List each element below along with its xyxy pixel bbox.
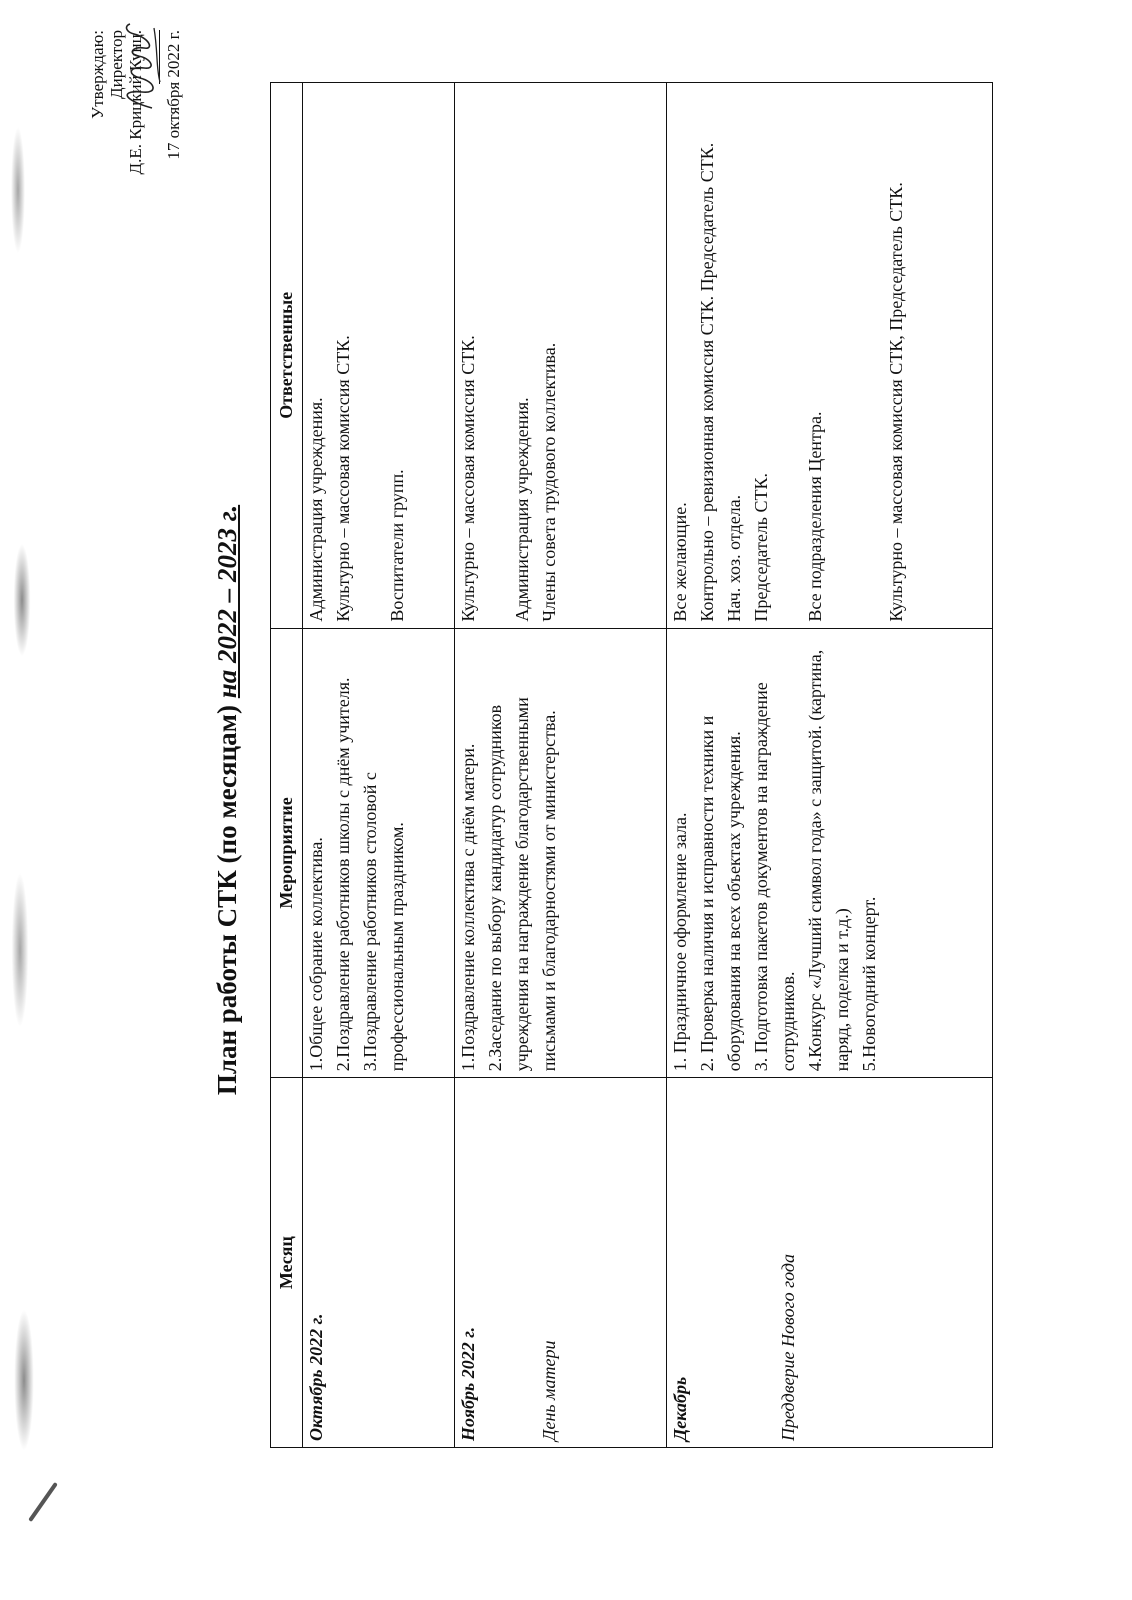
event-item: 5.Новогодний концерт.	[859, 896, 879, 1072]
header-month: Месяц	[271, 1078, 303, 1448]
responsible-cell	[303, 83, 455, 629]
responsible-item: Культурно – массовая комиссия СТК, Председатель СТК.	[886, 182, 906, 622]
month-subtitle: День матери	[539, 1340, 559, 1441]
month-label: Декабрь	[670, 1376, 690, 1441]
event-item: 2.Заседание по выбору кандидатур сотрудников учреждения на награждение благодарственными письмами и благодарностями от министерства.	[485, 697, 559, 1072]
responsible-cell	[455, 83, 667, 629]
approval-position: Директор	[107, 30, 126, 99]
responsible-item: Контрольно – ревизионная комиссия СТК. Председатель СТК.	[697, 142, 717, 622]
event-item: 2.Поздравление работников школы с днём учителя.	[333, 677, 353, 1072]
responsible-item: Культурно – массовая комиссия СТК.	[458, 335, 478, 622]
approval-date: 17 октября 2022 г.	[164, 30, 183, 160]
plan-table	[270, 82, 993, 1448]
event-item: 3.Поздравление работников столовой с профессиональным праздником.	[360, 772, 407, 1072]
approval-name: Д.Е. Крицкий Кунц.	[126, 30, 145, 175]
events-cell	[667, 628, 993, 1078]
table-header-row	[271, 83, 303, 1448]
month-cell	[667, 1078, 993, 1448]
approval-label: Утверждаю:	[88, 30, 107, 119]
responsible-item: Все подразделения Центра.	[805, 411, 825, 622]
month-subtitle: Преддверие Нового года	[778, 1253, 798, 1441]
page-title	[212, 0, 243, 1600]
event-item: 3. Подготовка пакетов документов на награждение сотрудников.	[751, 682, 798, 1072]
month-cell	[455, 1078, 667, 1448]
events-cell	[455, 628, 667, 1078]
responsible-item: Члены совета трудового коллектива.	[539, 342, 559, 622]
responsible-cell	[667, 83, 993, 629]
event-item: 1.Общее собрание коллектива.	[306, 837, 326, 1072]
event-item: 1.Поздравление коллектива с днём матери.	[458, 743, 478, 1072]
table-row	[667, 83, 993, 1448]
title-main: План работы СТК (по месяцам)	[212, 704, 242, 1096]
month-label: Ноябрь 2022 г.	[458, 1326, 478, 1441]
month-label: Октябрь 2022 г.	[306, 1313, 326, 1441]
header-event: Мероприятие	[271, 628, 303, 1078]
responsible-item: Воспитатели групп.	[387, 469, 407, 622]
responsible-item: Администрация учреждения.	[306, 397, 326, 622]
responsible-item: Культурно – массовая комиссия СТК.	[333, 335, 353, 622]
event-item: 2. Проверка наличия и исправности техники и оборудования на всех объектах учреждения.	[697, 715, 744, 1072]
month-cell	[303, 1078, 455, 1448]
header-responsible: Ответственные	[271, 83, 303, 629]
responsible-item: Нач. хоз. отдела.	[724, 494, 744, 622]
events-cell	[303, 628, 455, 1078]
title-period: на 2022 – 2023 г.	[212, 504, 242, 699]
handwritten-signature	[112, 20, 168, 112]
event-item: 1. Праздничное оформление зала.	[670, 812, 690, 1072]
responsible-item: Председатель СТК.	[751, 472, 771, 622]
event-item: 4.Конкурс «Лучший символ года» с защитой. (картина, наряд, поделка и т.д.)	[805, 649, 852, 1072]
responsible-item: Администрация учреждения.	[512, 397, 532, 622]
table-row	[303, 83, 455, 1448]
responsible-item: Все желающие.	[670, 502, 690, 622]
table-row	[455, 83, 667, 1448]
